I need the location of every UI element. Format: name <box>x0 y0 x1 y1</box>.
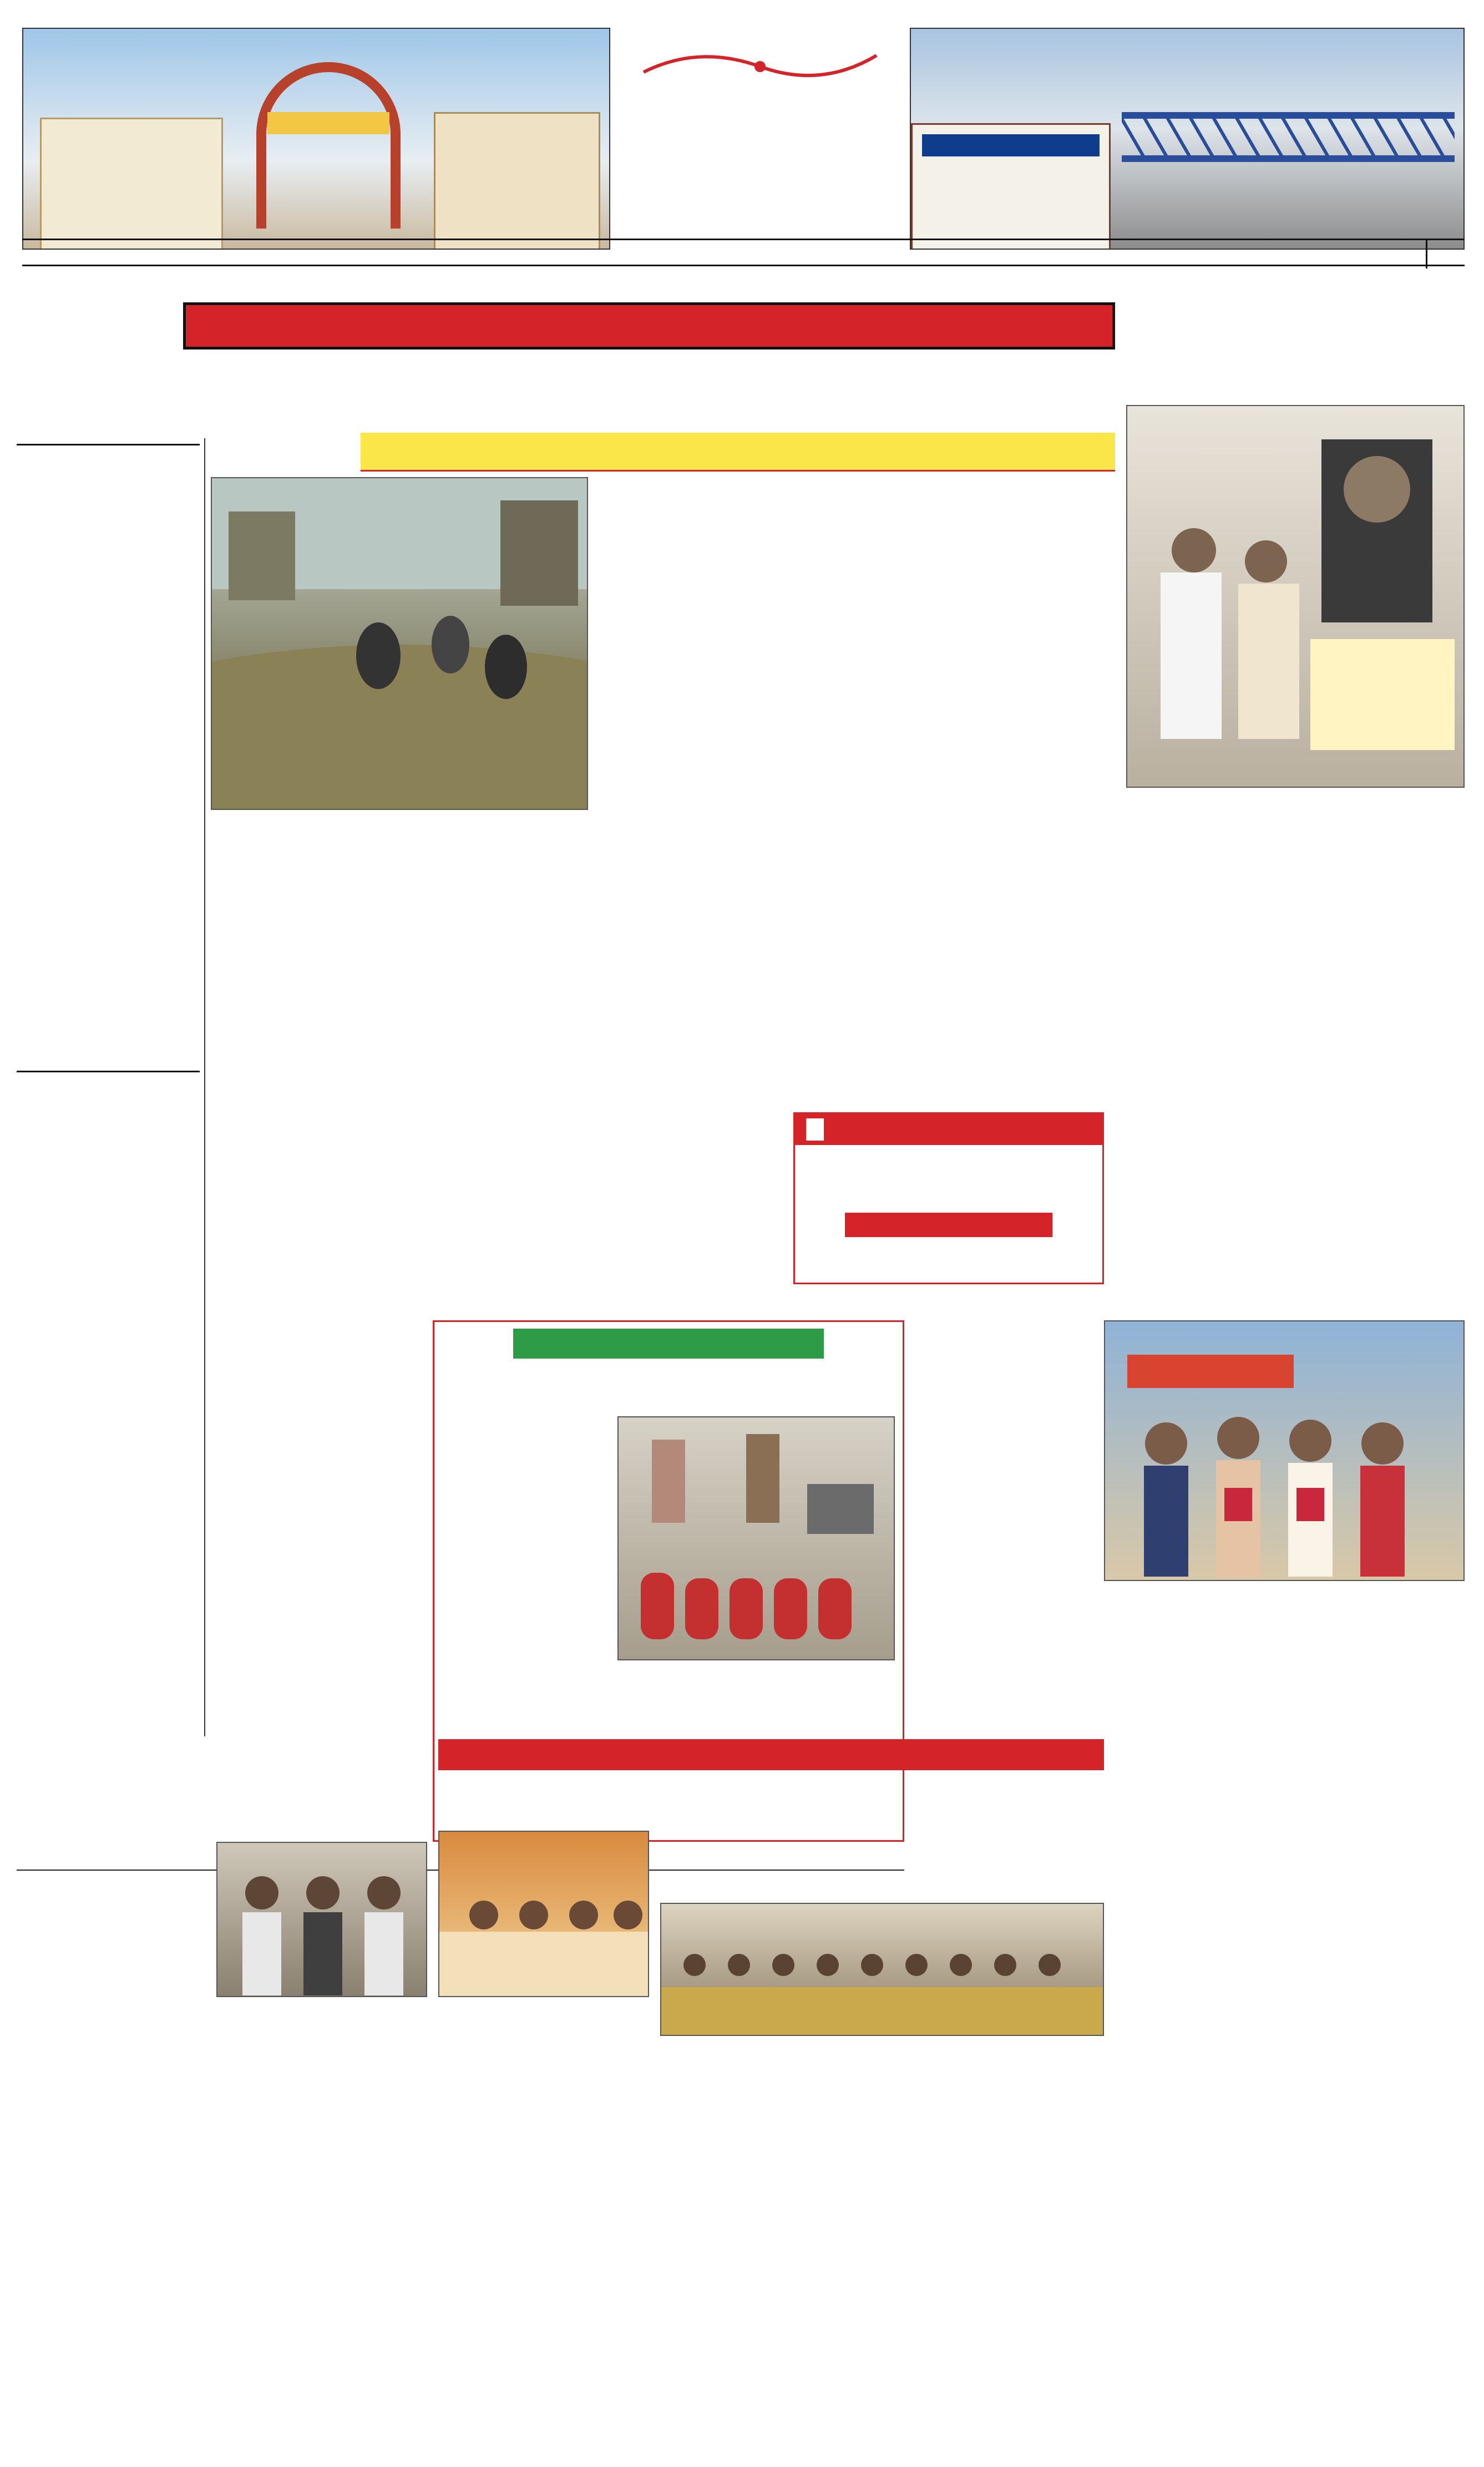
lead-subhead <box>361 433 1115 472</box>
research-col-2 <box>1104 1587 1282 1881</box>
research-headline <box>915 1198 1465 1309</box>
masthead <box>22 17 1465 288</box>
srishti-body <box>921 2042 1110 2319</box>
lead-col-3 <box>976 477 1115 1104</box>
spacer <box>915 854 1465 865</box>
research-col-3 <box>1293 1587 1465 1881</box>
building-shape-2 <box>434 112 600 250</box>
gate-sign <box>267 112 389 134</box>
tribute-illustration <box>1127 406 1465 788</box>
masthead-rule <box>22 239 1465 266</box>
masthead-photo-left <box>22 28 610 250</box>
vhp-photo-1 <box>438 1831 649 1997</box>
flooded-road-illustration <box>212 478 588 810</box>
masthead-photo-right <box>910 28 1465 250</box>
lokpriya-photo <box>1126 405 1465 788</box>
research-photo <box>1104 1320 1465 1581</box>
weather-label <box>806 1118 824 1141</box>
vhp-headline <box>355 1775 1098 1825</box>
quiz-headline <box>211 888 782 932</box>
theft-label <box>513 1329 824 1359</box>
column-rule <box>204 438 205 1736</box>
srishti-headline <box>921 1886 1110 1925</box>
brief-headline <box>17 1065 200 1072</box>
masthead-ornament <box>632 39 888 83</box>
accused-illustration <box>217 1843 427 1997</box>
miss-asia-headline <box>17 2236 427 2280</box>
spacer-2 <box>1121 1886 1465 1897</box>
station-sign <box>922 134 1100 156</box>
brief-bashishtha <box>17 438 200 1060</box>
lead-col-2 <box>827 477 965 1104</box>
lead-kicker <box>183 302 1115 349</box>
stage-illustration <box>439 1832 649 1997</box>
book-launch-illustration <box>1105 1321 1465 1581</box>
page-number <box>1426 239 1465 269</box>
brief-headline <box>17 438 200 445</box>
bridge-shape <box>1122 112 1455 162</box>
weather-header <box>795 1114 1102 1145</box>
brief-pakban <box>17 1065 200 1736</box>
lokpriya-headline <box>1126 305 1465 394</box>
lead-photo-caption <box>211 815 588 877</box>
weather-row-min <box>795 1145 1102 1177</box>
university-gate <box>256 62 401 229</box>
cylinders-illustration <box>619 1417 895 1660</box>
vhp-label <box>438 1739 1104 1770</box>
lead-photo <box>211 477 588 810</box>
theft-photo <box>617 1416 895 1660</box>
fake-notes-photo <box>216 1842 427 1997</box>
fake-notes-body <box>17 1842 205 2230</box>
quiz-body <box>211 938 782 1304</box>
building-shape <box>40 118 223 250</box>
